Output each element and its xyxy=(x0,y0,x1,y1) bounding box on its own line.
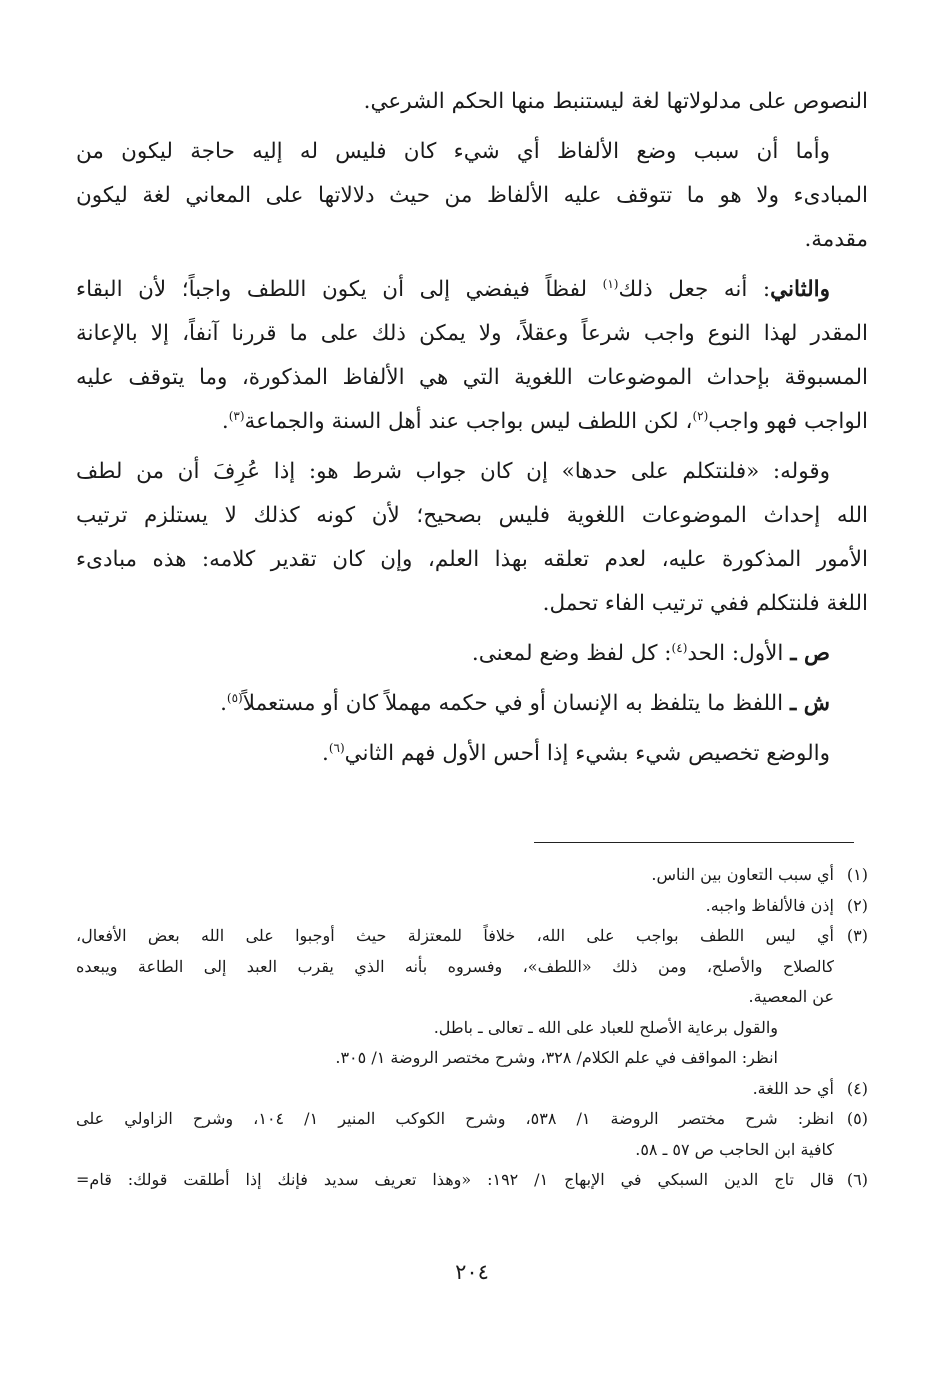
paragraph-line: الأمور المذكورة عليه، لعدم تعلقه بهذا العلم، وإن كان تقدير كلامه: هذه مبادىء xyxy=(76,547,868,572)
paragraph-line: الواجب فهو واجب$^{(٢)}$، لكن اللطف ليس بواجب عند أهل السنة والجماعة$^{(٣)}$. xyxy=(221,408,868,434)
paragraph-line: المقدر لهذا النوع واجب شرعاً وعقلاً، ولا يمكن ذلك على ما قررنا آنفاً، إلا بالإعانة xyxy=(76,321,868,346)
footnote: (٤) أي حد اللغة. xyxy=(76,1074,868,1105)
page-number: ٢٠٤ xyxy=(455,1260,489,1284)
commentary-line: ش ـ اللفظ ما يتلفظ به الإنسان أو في حكمه مهملاً كان أو مستعملاً$^{(٥)}$. xyxy=(220,690,830,716)
footnote: (٦) قال تاج الدين السبكي في الإبهاج ١/ ١٩٢: «وهذا تعريف سديد فإنك إذا أطلقت قولك: قام= xyxy=(76,1165,868,1196)
paragraph-line: وأما أن سبب وضع الألفاظ أي شيء كان فليس له إليه حاجة ليكون من xyxy=(76,139,830,164)
paragraph-line: الله إحداث الموضوعات اللغوية فليس بصحيح؛ لأن كونه كذلك لا يستلزم ترتيب xyxy=(76,503,868,528)
footnote: (٢) إذن فالألفاظ واجبه. xyxy=(76,891,868,922)
footnotes xyxy=(76,860,868,1196)
commentary-marker: ش ـ xyxy=(789,691,830,716)
lead-term: والثاني xyxy=(770,277,830,302)
footnote: (١) أي سبب التعاون بين الناس. xyxy=(76,860,868,891)
paragraph-line: والثاني: أنه جعل ذلك$^{(١)}$ لفظاً فيفضي إلى أن يكون اللطف واجباً؛ لأن البقاء xyxy=(76,276,830,302)
paragraph-line: المبادىء ولا هو ما تتوقف عليه الألفاظ من حيث دلالاتها على المعاني لغة ليكون xyxy=(76,183,868,208)
footnote: (٥) انظر: شرح مختصر الروضة ١/ ٥٣٨، وشرح الكوكب المنير ١/ ١٠٤، وشرح الزاولي على كافية ابن الحاجب ص ٥٧ ـ ٥٨. xyxy=(76,1104,868,1165)
main-text xyxy=(76,80,868,776)
footnote-ref: (١) xyxy=(602,276,619,291)
footnote-number: (٣) xyxy=(846,926,868,945)
footnote-ref: (٦) xyxy=(328,740,345,755)
footnote-ref: (٢) xyxy=(692,408,709,423)
paragraph-line: مقدمة. xyxy=(804,227,868,252)
footnote-number: (٥) xyxy=(846,1109,868,1128)
text-heading-line: ص ـ الأول: الحد$^{(٤)}$: كل لفظ وضع لمعنى. xyxy=(471,640,830,666)
paragraph-line: وقوله: «فلنتكلم على حدها» إن كان جواب شرط هو: إذا عُرِفَ أن من لطف xyxy=(76,459,830,484)
footnote-separator xyxy=(534,842,854,843)
footnote-number: (٦) xyxy=(846,1170,868,1189)
paragraph-line: النصوص على مدلولاتها لغة ليستنبط منها الحكم الشرعي. xyxy=(363,89,868,114)
paragraph-line: والوضع تخصيص شيء بشيء إذا أحس الأول فهم الثاني$^{(٦)}$. xyxy=(321,740,830,766)
footnote-ref: (٥) xyxy=(226,690,243,705)
footnote-ref: (٤) xyxy=(671,640,688,655)
footnote-number: (٢) xyxy=(846,895,868,915)
footnote-ref: (٣) xyxy=(228,408,245,423)
footnote-number: (١) xyxy=(846,865,868,884)
paragraph-line: المسبوقة بإحداث الموضوعات اللغوية التي هي الألفاظ المذكورة، وما يتوقف عليه xyxy=(76,365,868,390)
footnote-number: (٤) xyxy=(846,1078,868,1098)
text-marker: ص ـ xyxy=(790,641,830,666)
footnote: (٣) أي ليس اللطف بواجب على الله، خلافاً للمعتزلة حيث أوجبوا على الله بعض الأفعال، كالصلاح والأصلح، ومن ذلك «اللطف»، وفسروه بأنه الذي يقرب العبد إلى الطاعة ويبعده عن المعصية. والقول برعاية الأصلح للعباد على الله ـ تعالى ـ باطل. انظر: المواقف في علم الكلام/ ٣٢٨، وشرح مختصر الروضة ١/ ٣٠٥. xyxy=(76,921,868,1074)
paragraph-line: اللغة فلنتكلم ففي ترتيب الفاء تحمل. xyxy=(542,591,868,616)
